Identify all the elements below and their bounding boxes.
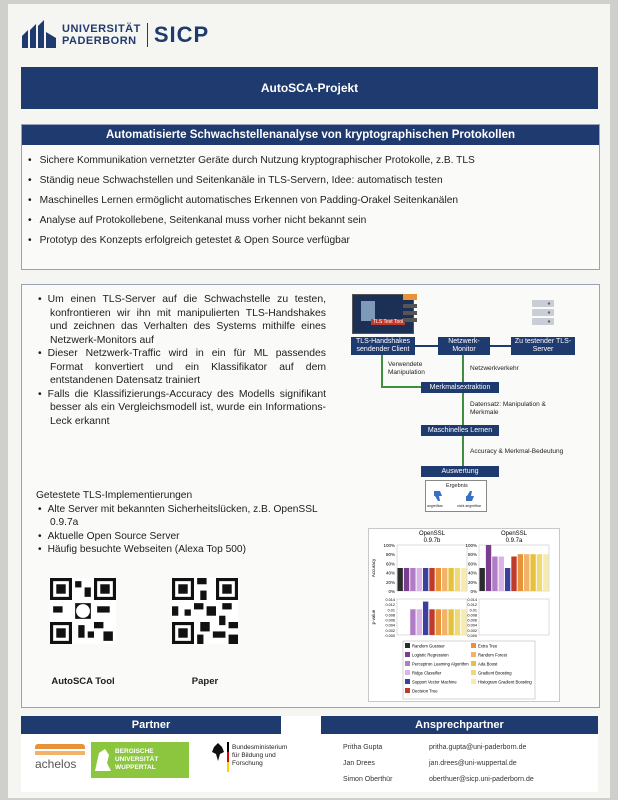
chart-ytick-label: 0.01 bbox=[469, 608, 477, 613]
chart-bar-pvalue bbox=[429, 609, 434, 635]
chart-bar-accuracy bbox=[537, 554, 542, 591]
diagram-link bbox=[462, 393, 464, 425]
diagram-evaluation: Auswertung bbox=[421, 466, 499, 477]
qr-label-paper: Paper bbox=[191, 676, 219, 687]
tool-screenshot-label: TLS Test Tool bbox=[373, 319, 404, 325]
chart-legend-label: Random Forest bbox=[478, 652, 507, 658]
server-icon bbox=[530, 298, 556, 328]
diagram-server: Zu testender TLS-Server bbox=[511, 337, 575, 355]
chart-ylabel: p-value bbox=[371, 609, 376, 625]
chart-ytick-label: 0.004 bbox=[467, 623, 477, 628]
diagram-monitor: Netzwerk-Monitor bbox=[438, 337, 490, 355]
chart-legend-label: Decision Tree bbox=[412, 688, 438, 694]
chart-legend-label: Extra Tree bbox=[478, 643, 498, 649]
chart-legend-swatch bbox=[471, 679, 476, 684]
contact-email[interactable]: oberthuer@sicp.uni-paderborn.de bbox=[429, 776, 534, 783]
qr-label-tool: AutoSCA Tool bbox=[51, 676, 115, 687]
qr-code-tool-icon[interactable] bbox=[50, 578, 116, 644]
chart-bar-pvalue bbox=[410, 609, 415, 635]
chart-bar-accuracy bbox=[492, 557, 497, 592]
chart-plot-frame bbox=[479, 599, 549, 635]
chart-ytick-label: 100% bbox=[465, 543, 477, 548]
tested-item: • Aktuelle Open Source Server bbox=[50, 530, 326, 544]
chart-legend-swatch bbox=[471, 661, 476, 666]
footer bbox=[21, 716, 598, 792]
chart-bar-accuracy bbox=[455, 568, 460, 591]
chart-bar-accuracy bbox=[530, 554, 535, 591]
university-name: UNIVERSITÄT PADERBORN bbox=[62, 23, 141, 47]
chart-ytick-label: 80% bbox=[385, 552, 395, 558]
chart-ytick-label: 0.000 bbox=[385, 634, 395, 638]
achelos-logo bbox=[35, 744, 85, 771]
chart-panel-subtitle: 0.9.7b bbox=[423, 538, 441, 544]
chart-bar-accuracy bbox=[461, 568, 466, 591]
thumb-down-icon bbox=[432, 490, 444, 502]
intro-bullet: • Prototyp des Konzepts erfolgreich getestet & Open Source verfügbar bbox=[40, 231, 599, 251]
results-chart-svg bbox=[369, 529, 559, 701]
qr-code-paper-icon[interactable] bbox=[172, 578, 238, 644]
eagle-icon bbox=[211, 742, 225, 762]
chart-bar-pvalue bbox=[436, 609, 441, 635]
partner-heading: Partner bbox=[21, 716, 281, 734]
intro-bullet: • Analyse auf Protokollebene, Seitenkanal muss vorher nicht bekannt sein bbox=[40, 211, 599, 231]
chart-legend-label: Random Guesser bbox=[412, 643, 445, 649]
chart-bar-accuracy bbox=[543, 554, 548, 591]
chart-ytick-label: 100% bbox=[383, 543, 395, 548]
intro-bullet: • Maschinelles Lernen ermöglicht automatisches Erkennen von Padding-Orakel Seitenkanälen bbox=[40, 191, 599, 211]
thumb-up-icon bbox=[464, 490, 476, 502]
chart-ytick-label: 0.004 bbox=[385, 623, 395, 628]
chart-bar-pvalue bbox=[455, 609, 460, 635]
chart-legend-label: Perceptron Learning Algorithm bbox=[412, 661, 469, 667]
chart-legend-swatch bbox=[405, 679, 410, 684]
method-bullet: • Dieser Netzwerk-Traffic wird in ein für ML passendes Format konvertiert und ein Klassifikator auf dem entstandenen Datensatz trainiert bbox=[50, 347, 326, 388]
diagram-link bbox=[462, 355, 464, 382]
diagram-link bbox=[490, 345, 511, 347]
chart-ytick-label: 0.012 bbox=[385, 603, 395, 608]
project-title: AutoSCA-Projekt bbox=[21, 67, 598, 109]
tested-heading: Getestete TLS-Implementierungen bbox=[36, 490, 193, 501]
contact-name: Jan Drees bbox=[343, 760, 375, 767]
intro-box bbox=[21, 124, 600, 270]
chart-bar-accuracy bbox=[436, 568, 441, 591]
wuppertal-logo-text: BERGISCHE UNIVERSITÄT WUPPERTAL bbox=[115, 748, 159, 771]
contact-heading: Ansprechpartner bbox=[321, 716, 598, 734]
chart-bar-accuracy bbox=[511, 557, 516, 592]
chart-ytick-label: 0.000 bbox=[467, 634, 477, 638]
chart-legend-swatch bbox=[405, 652, 410, 657]
chart-ytick-label: 60% bbox=[385, 561, 395, 567]
bmbf-logo-text: Bundesministerium für Bildung und Forschung bbox=[232, 744, 288, 767]
chart-legend-label: Ada Boost bbox=[478, 661, 498, 667]
result-label-safe: nicht angreifbar bbox=[457, 504, 482, 508]
intro-heading: Automatisierte Schwachstellenanalyse von kryptographischen Protokollen bbox=[22, 125, 599, 145]
chart-bar-pvalue bbox=[417, 609, 422, 635]
chart-bar-accuracy bbox=[417, 568, 422, 591]
contact-email[interactable]: jan.drees@uni-wuppertal.de bbox=[429, 760, 517, 767]
chart-bar-accuracy bbox=[448, 568, 453, 591]
chart-ytick-label: 0.014 bbox=[467, 598, 477, 602]
tool-icon-strip bbox=[403, 294, 417, 334]
chart-ylabel: Accuracy bbox=[371, 558, 376, 578]
diagram-label-manipulation: Verwendete Manipulation bbox=[388, 361, 425, 376]
chart-ytick-label: 0% bbox=[470, 589, 477, 594]
diagram-link bbox=[415, 345, 438, 347]
chart-ytick-label: 40% bbox=[467, 570, 477, 576]
chart-legend-swatch bbox=[471, 643, 476, 648]
chart-bar-pvalue bbox=[423, 602, 428, 635]
chart-legend-swatch bbox=[405, 643, 410, 648]
chart-bar-accuracy bbox=[480, 568, 485, 591]
chart-ytick-label: 0.008 bbox=[467, 613, 477, 618]
intro-bullet: • Ständig neue Schwachstellen und Seitenkanäle in TLS-Servern, Idee: automatisch testen bbox=[40, 171, 599, 191]
intro-bullet: • Sichere Kommunikation vernetzter Geräte durch Nutzung kryptographischer Protokolle, z.B. TLS bbox=[40, 151, 599, 171]
chart-bar-accuracy bbox=[518, 554, 523, 591]
chart-legend-swatch bbox=[471, 670, 476, 675]
chart-bar-accuracy bbox=[486, 545, 491, 591]
intro-list bbox=[22, 151, 599, 251]
chart-ytick-label: 80% bbox=[467, 552, 477, 558]
chart-legend-swatch bbox=[405, 670, 410, 675]
chart-ytick-label: 0.01 bbox=[387, 608, 395, 613]
diagram-label-accuracy: Accuracy & Merkmal-Bedeutung bbox=[470, 448, 564, 455]
result-box bbox=[425, 480, 487, 512]
diagram-link bbox=[381, 355, 383, 387]
chart-bar-accuracy bbox=[442, 568, 447, 591]
diagram-label-traffic: Netzwerkverkehr bbox=[470, 365, 519, 372]
contact-name: Simon Oberthür bbox=[343, 776, 393, 783]
chart-ytick-label: 0.002 bbox=[467, 628, 477, 633]
tested-item: • Alte Server mit bekannten Sicherheitslücken, z.B. OpenSSL 0.9.7a bbox=[50, 503, 326, 530]
method-bullet: • Falls die Klassifizierungs-Accuracy des Modells signifikant besser als ein Vergleichsmodell ist, wurde ein Informations-Leck erkannt bbox=[50, 388, 326, 429]
result-label: Ergebnis bbox=[446, 483, 468, 489]
chart-ytick-label: 0.014 bbox=[385, 598, 395, 602]
chart-bar-accuracy bbox=[398, 568, 403, 591]
tested-implementations bbox=[36, 489, 326, 557]
diagram-label-dataset: Datensatz: Manipulation & Merkmale bbox=[470, 401, 546, 416]
diagram-client: TLS-Handshakes sendender Client bbox=[351, 337, 415, 355]
chart-legend-swatch bbox=[405, 661, 410, 666]
chart-ytick-label: 0.002 bbox=[385, 628, 395, 633]
chart-legend-label: Support Vector Machine bbox=[412, 679, 457, 685]
diagram-link bbox=[381, 386, 421, 388]
lion-icon bbox=[91, 745, 115, 775]
chart-bar-pvalue bbox=[442, 609, 447, 635]
chart-ytick-label: 0.006 bbox=[385, 618, 395, 623]
chart-bar-pvalue bbox=[461, 609, 466, 635]
chart-bar-accuracy bbox=[505, 568, 510, 591]
chart-legend-label: Ridge Classifier bbox=[412, 670, 442, 676]
chart-ytick-label: 0% bbox=[388, 589, 395, 594]
chart-bar-accuracy bbox=[524, 554, 529, 591]
contact-email[interactable]: pritha.gupta@uni-paderborn.de bbox=[429, 744, 527, 751]
group-name: SICP bbox=[153, 22, 210, 47]
method-bullet: • Um einen TLS-Server auf die Schwachstelle zu testen, konfrontieren wir ihn mit manipulierten TLS-Handshakes und zeichnen das Verhalten des Systems mithilfe eines Netzwerk-Monitors auf bbox=[50, 293, 326, 347]
chart-ytick-label: 0.008 bbox=[385, 613, 395, 618]
wuppertal-logo bbox=[91, 742, 189, 778]
chart-legend-swatch bbox=[405, 688, 410, 693]
chart-panel-title: OpenSSL bbox=[500, 531, 528, 537]
chart-bar-accuracy bbox=[404, 568, 409, 591]
result-label-vulnerable: angreifbar bbox=[427, 504, 443, 508]
chart-bar-accuracy bbox=[423, 568, 428, 591]
diagram-link bbox=[462, 436, 464, 466]
chart-legend-label: Logistic Regression bbox=[412, 652, 449, 658]
chart-panel-title: OpenSSL bbox=[418, 531, 446, 537]
chart-legend-label: Histogram Gradient Boosting bbox=[478, 679, 532, 685]
chart-ytick-label: 60% bbox=[467, 561, 477, 567]
university-logo-icon bbox=[22, 20, 56, 50]
results-chart bbox=[368, 528, 560, 702]
chart-bar-accuracy bbox=[429, 568, 434, 591]
chart-legend-swatch bbox=[471, 652, 476, 657]
chart-bar-pvalue bbox=[448, 609, 453, 635]
chart-ytick-label: 20% bbox=[467, 579, 477, 585]
diagram-ml: Maschinelles Lernen bbox=[421, 425, 499, 436]
header-logos bbox=[22, 20, 209, 50]
chart-panel-subtitle: 0.9.7a bbox=[505, 538, 523, 544]
diagram-features: Merkmalsextraktion bbox=[421, 382, 499, 393]
chart-bar-accuracy bbox=[499, 557, 504, 592]
tested-item: • Häufig besuchte Webseiten (Alexa Top 500) bbox=[50, 543, 326, 557]
chart-ytick-label: 40% bbox=[385, 570, 395, 576]
chart-ytick-label: 20% bbox=[385, 579, 395, 585]
logo-separator bbox=[147, 23, 148, 47]
contact-name: Pritha Gupta bbox=[343, 744, 383, 751]
chart-legend-label: Gradient Boosting bbox=[478, 670, 512, 676]
achelos-logo-text: achelos bbox=[35, 757, 77, 771]
chart-bar-accuracy bbox=[410, 568, 415, 591]
chart-ytick-label: 0.012 bbox=[467, 603, 477, 608]
chart-ytick-label: 0.006 bbox=[467, 618, 477, 623]
method-text bbox=[36, 293, 326, 428]
